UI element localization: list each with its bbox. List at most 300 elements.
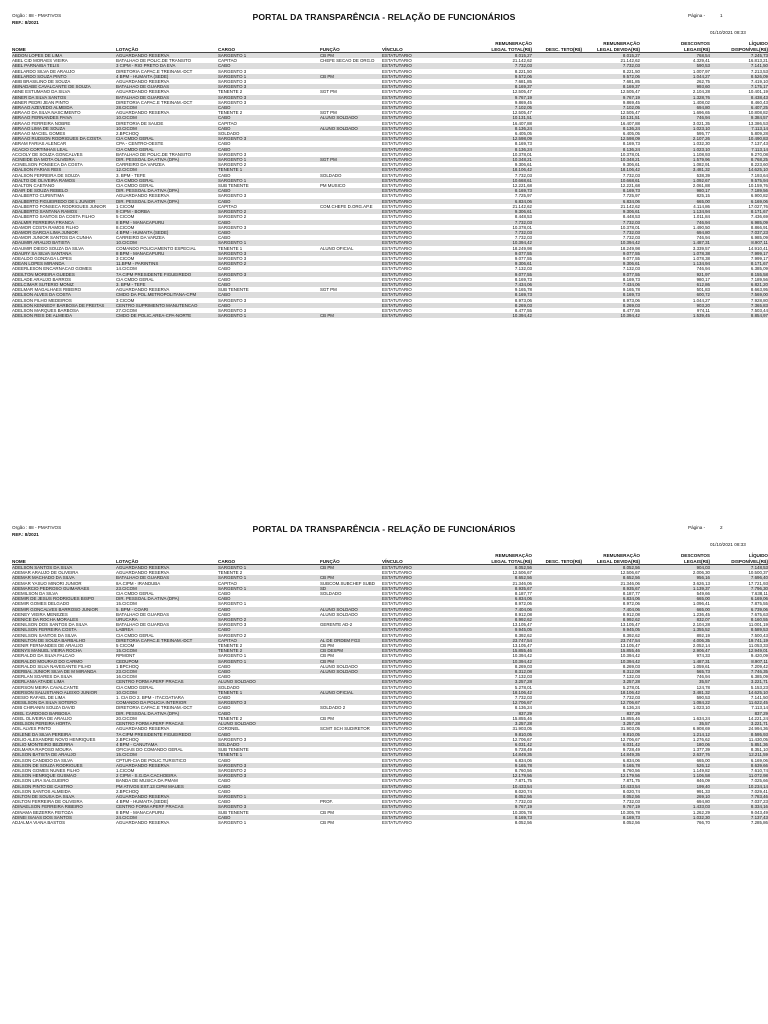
col-remuneracao-legal-cell: 8.052,56 (474, 565, 532, 570)
col-lotacao-cell: DIRETORIA DE SAUDE (116, 120, 164, 126)
col-lotacao-cell: BATALHAO DE GUARDAS (116, 95, 218, 100)
col-cargo-cell: CABO (218, 815, 320, 820)
col-remuneracao-legal-cell: 8.136,24 (474, 126, 532, 131)
col-remuneracao-legal-cell: 9.767,19 (474, 804, 532, 809)
col-liquido-cell: 8.460,43 (750, 99, 768, 105)
col-liquido-cell: 11.072,98 (710, 773, 768, 778)
col-descontos-cell: 1.433,03 (640, 804, 710, 809)
col-nome-cell: ADENEY VIEIRA MENEZES (12, 611, 68, 617)
col-lotacao-cell: 1 CICOM (116, 203, 135, 209)
col-cargo-cell: SARGENTO 3 (218, 255, 247, 261)
col-descontos-cell: 6.908,69 (692, 726, 710, 732)
col-nome-cell: ABRAAO RUDSON RODRIGUES DA COSTA (12, 136, 116, 141)
col-lotacao-cell: OFICIAIS DO COMANDO GERAL (116, 747, 183, 753)
col-liquido-cell: 8.160,55 (710, 617, 768, 622)
col-vinculo-cell: ESTATUTARIO (382, 251, 474, 256)
col-liquido-cell: 6.385,09 (750, 266, 768, 272)
col-remuneracao-devida-cell: 31.903,05 (620, 726, 640, 732)
col-descontos-cell: 3.481,32 (640, 167, 710, 172)
col-nome-cell: ABNER PEDRI JEAN PINTO (12, 99, 69, 105)
col-vinculo-cell: ESTATUTARIO (382, 711, 474, 716)
col-liquido-cell: 7.569,00 (710, 292, 768, 297)
col-remuneracao-devida-cell: 10.348,21 (582, 157, 640, 162)
col-remuneracao-devida-cell: 9.869,45 (622, 99, 640, 105)
col-remuneracao-legal-cell: 7.725,97 (514, 193, 532, 199)
col-remuneracao-legal-cell: 7.732,03 (514, 172, 532, 178)
col-descontos-cell: 3.626,13 (692, 580, 710, 586)
col-lotacao-cell: CIA CMDO GERAL (116, 591, 154, 597)
col-lotacao-cell: DIRETORIA CAPAC.E TREINAM.-DCT (116, 99, 193, 105)
col-vinculo-cell: ESTATUTARIO (382, 199, 474, 204)
col-nome-cell: ADELSON KENNEDY BARBOSA DE FREITAS (12, 303, 116, 308)
col-cargo-cell: TENENTE 2 (218, 648, 320, 653)
col-funcao-cell: CB PM (320, 819, 334, 825)
col-remuneracao-legal-cell: 6.834,06 (474, 596, 532, 601)
col-remuneracao-devida-cell: 7.732,03 (622, 799, 640, 805)
col-vinculo-cell: ESTATUTARIO (382, 131, 412, 137)
col-remuneracao-devida-cell: 8.652,56 (582, 575, 640, 580)
col-lotacao-cell: DIRETORIA CAPAC.E TREINAM.-DCT (116, 705, 193, 711)
col-descontos-cell: 665,00 (696, 757, 710, 763)
col-nome-cell: ADALTON CAETANO (12, 183, 55, 189)
col-remuneracao-devida-cell: 10.131,51 (582, 115, 640, 120)
col-cargo-cell: SARGENTO 3 (218, 99, 247, 105)
col-descontos-cell: 2.104,28 (692, 89, 710, 95)
col-remuneracao-devida-cell: 8.052,56 (622, 819, 640, 825)
col-vinculo-cell: ESTATUTARIO (382, 632, 412, 638)
col-vinculo-cell: ESTATUTARIO (382, 794, 474, 799)
col-lotacao-cell: DIR. PESSOAL DA ATIVA (DPA) (116, 157, 218, 162)
col-lotacao-cell: 23.CICOM (116, 586, 218, 591)
col-lotacao-cell: 15.CICOM (116, 752, 218, 757)
report-page-2 (0, 512, 768, 1024)
table-row (12, 820, 768, 825)
col-remuneracao-devida-cell: 3.257,28 (582, 679, 640, 684)
col-remuneracao-devida-cell: 9.945,05 (582, 627, 640, 632)
col-nome-cell: ADAUMIR ARAUJO BATISTA (12, 240, 116, 245)
col-vinculo-cell: ESTATUTARIO (382, 157, 474, 162)
col-nome-cell: ADILIO ALEXANDRE NOVO HENRIQUES (12, 736, 96, 742)
column-header-row (0, 40, 768, 52)
col-cargo-cell: CAPITAO (218, 120, 237, 126)
table-row (12, 313, 768, 318)
col-remuneracao-legal-cell: 10.668,61 (474, 178, 532, 183)
col-nome-cell: ADALBERTO FONSECA RODRIGUES JUNIOR (12, 203, 107, 209)
col-cargo-cell: CABO (218, 591, 231, 597)
col-liquido-cell: 10.159,76 (748, 183, 768, 189)
col-liquido-cell: 9.043,49 (750, 809, 768, 815)
col-remuneracao-legal-cell: 7.681,85 (514, 79, 532, 85)
col-liquido-cell: 7.365,83 (710, 303, 768, 308)
col-nome-cell: ADALBERTO SANTANA RAMOS (12, 209, 116, 214)
col-nome-cell: ADILSON DE SOUZA RODRIGUES (12, 763, 116, 768)
col-vinculo-cell: ESTATUTARIO (382, 292, 474, 297)
col-vinculo-cell: ESTATUTARIO (382, 188, 474, 193)
col-liquido-cell: 7.796,30 (710, 586, 768, 591)
col-nome-cell: ABEL PARNAIBA TELIS (12, 63, 116, 68)
col-remuneracao-legal-cell: 16.407,88 (512, 120, 532, 126)
col-lotacao-cell: 9 CIPM - BORBA (116, 209, 218, 214)
col-vinculo-cell: ESTATUTARIO (382, 141, 412, 147)
col-remuneracao-legal-cell: 21.346,06 (512, 580, 532, 586)
col-remuneracao-legal-cell: 8.020,74 (514, 788, 532, 794)
col-remuneracao-devida-cell: 8.169,73 (622, 276, 640, 282)
col-vinculo-cell: ESTATUTARIO (382, 68, 412, 74)
col-remuneracao-legal-cell: 9.306,61 (474, 261, 532, 266)
col-liquido-cell: 12.211,59 (710, 752, 768, 757)
col-liquido-cell: 13.386,53 (748, 120, 768, 126)
col-vinculo-cell: ESTATUTARIO (382, 819, 412, 825)
col-cargo-cell: SARGENTO 3 (218, 272, 320, 277)
col-remuneracao-devida-cell: 18.249,98 (620, 245, 640, 251)
col-remuneracao-legal-cell: 7.132,03 (514, 674, 532, 680)
col-lotacao-cell: RPMONT (116, 653, 136, 659)
col-vinculo-cell: ESTATUTARIO (382, 203, 412, 209)
col-nome-cell: ADILSON BATISTA DE ARAUJO (12, 752, 116, 757)
col-lotacao-cell: PM ATIVOS EXT.13 CIPM MAUES (116, 784, 218, 789)
col-lotacao-cell: BANDA DE MUSICA DA PMAM (116, 778, 178, 784)
col-lotacao-cell: CPTUR-CIA DE POLIC.TURISTICO (116, 757, 187, 763)
col-remuneracao-legal-cell: 8.015,27 (474, 53, 532, 58)
header-line: REMUNERAÇÃO (603, 41, 640, 47)
header-col-vinculo: VÍNCULO (382, 558, 403, 564)
col-remuneracao-devida-cell: 10.394,42 (620, 653, 640, 659)
col-lotacao-cell: DIRETORIA CAPAC.E TREINAM.-DCT (116, 638, 218, 643)
orgao-label: Orgão : 88 - PMATIVOS (12, 525, 62, 530)
col-remuneracao-legal-cell: 9.767,19 (474, 95, 532, 100)
col-remuneracao-devida-cell: 8.935,67 (582, 586, 640, 591)
col-desc-teto-cell (532, 313, 582, 318)
col-remuneracao-legal-cell: 7.404,06 (474, 607, 532, 612)
col-nome-cell: ABEL CID MORAES VIEIRA (12, 58, 68, 64)
col-funcao-cell: CB PM (320, 659, 382, 664)
col-cargo-cell: SARGENTO 3 (218, 151, 247, 157)
col-remuneracao-legal-cell: 9.165,78 (514, 287, 532, 293)
col-remuneracao-legal-cell: 7.732,03 (514, 799, 532, 805)
col-cargo-cell: SARGENTO 3 (218, 307, 247, 313)
col-lotacao-cell: 3 CICOM (116, 297, 135, 303)
col-vinculo-cell: ESTATUTARIO (382, 767, 412, 773)
col-nome-cell: ADINEI ISAIAS DOS SANTOS (12, 815, 116, 820)
col-funcao-cell: SGT PM (320, 110, 337, 116)
col-remuneracao-devida-cell: 8.448,53 (622, 214, 640, 220)
col-descontos-cell: 746,94 (640, 220, 710, 225)
col-vinculo-cell: ESTATUTARIO (382, 586, 474, 591)
col-cargo-cell: SUB TENENTE (218, 183, 249, 189)
col-remuneracao-legal-cell: 12.506,67 (512, 570, 532, 576)
col-lotacao-cell: CARREIRO DA VARZEA (116, 162, 165, 168)
ref-label: REF.: 8/2021 (12, 532, 39, 537)
col-remuneracao-legal-cell: 8.169,73 (474, 815, 532, 820)
pagina-number: 2 (720, 525, 723, 530)
col-remuneracao-devida-cell: 9.077,55 (622, 255, 640, 261)
col-funcao-cell: GERENTE AD-2 (320, 622, 353, 628)
col-descontos-cell: 2.104,28 (692, 622, 710, 628)
col-cargo-cell: SUB TENENTE (218, 287, 249, 293)
col-nome-cell: ACINEIDE DA MOTA OLIVEIRA (12, 157, 116, 162)
col-nome-cell: ADJALMA VIANA BASTOS (12, 819, 66, 825)
col-nome-cell: ADIEL CARDOSO BARBOSA (12, 711, 116, 716)
col-lotacao-cell: 15.CICOM (116, 601, 137, 607)
col-remuneracao-legal-cell: 9.077,55 (514, 255, 532, 261)
col-lotacao-cell: AGUARDANDO RESERVA (116, 726, 170, 732)
col-cargo-cell: SARGENTO 2 (218, 214, 247, 220)
col-remuneracao-legal-cell: 10.348,21 (474, 157, 532, 162)
col-liquido-cell: 8.351,10 (750, 747, 768, 753)
col-liquido-cell: 7.875,55 (750, 601, 768, 607)
col-remuneracao-legal-cell: 7.732,03 (474, 230, 532, 235)
employee-table (12, 565, 768, 825)
col-remuneracao-devida-cell: 8.169,73 (582, 188, 640, 193)
col-remuneracao-devida-cell: 13.105,47 (620, 643, 640, 649)
col-remuneracao-devida-cell: 10.433,54 (582, 784, 640, 789)
col-descontos-cell: 665,00 (640, 607, 710, 612)
col-remuneracao-legal-cell: 8.448,53 (514, 214, 532, 220)
col-remuneracao-devida-cell: 18.106,42 (582, 167, 640, 172)
col-cargo-cell: SOLDADO (218, 742, 320, 747)
header-col-remuneracao-devida (582, 41, 640, 52)
col-remuneracao-devida-cell: 8.136,24 (622, 705, 640, 711)
col-remuneracao-devida-cell: 9.077,55 (582, 251, 640, 256)
col-remuneracao-devida-cell: 8.992,62 (582, 617, 640, 622)
col-remuneracao-legal-cell: 10.394,42 (474, 659, 532, 664)
col-lotacao-cell: 2.BPCHOQ (116, 131, 139, 137)
header-line: LEGAL DEVIDA(R$) (596, 558, 640, 564)
col-remuneracao-devida-cell: 12.706,67 (582, 700, 640, 705)
col-remuneracao-devida-cell: 3.257,28 (582, 721, 640, 726)
col-descontos-cell: 199,40 (640, 784, 710, 789)
col-remuneracao-devida-cell: 16.407,88 (620, 120, 640, 126)
col-remuneracao-legal-cell: 8.221,50 (514, 68, 532, 74)
col-remuneracao-devida-cell: 7.725,97 (622, 193, 640, 199)
col-remuneracao-devida-cell: 8.020,74 (622, 788, 640, 794)
header-line: LEGAIS(R$) (683, 46, 710, 52)
col-descontos-cell: 980,17 (696, 276, 710, 282)
col-vinculo-cell: ESTATUTARIO (382, 235, 412, 241)
col-vinculo-cell: ESTATUTARIO (382, 669, 474, 674)
col-nome-cell: ADEMARCIO PEDROSO GUIMARAES (12, 586, 116, 591)
col-lotacao-cell: 16.CICOM (116, 674, 137, 680)
col-descontos-cell: 665,00 (640, 199, 710, 204)
col-descontos-cell: 768,54 (640, 53, 710, 58)
col-remuneracao-legal-cell: 13.105,47 (512, 643, 532, 649)
ref-label: REF.: 8/2021 (12, 20, 39, 25)
col-descontos-cell: 4.329,41 (692, 58, 710, 64)
col-remuneracao-devida-cell: 8.136,24 (582, 147, 640, 152)
col-nome-cell: ADAIR DE SOUZA REBELO (12, 188, 116, 193)
col-vinculo-cell: ESTATUTARIO (382, 162, 412, 168)
col-nome-cell: ABDON LOPES DE LIMA (12, 53, 116, 58)
col-remuneracao-devida-cell: 7.732,03 (582, 230, 640, 235)
col-lotacao-cell: AGUARDANDO RESERVA (116, 565, 218, 570)
col-cargo-cell: SARGENTO 3 (218, 68, 247, 74)
col-lotacao-cell: 10.CICOM (116, 690, 218, 695)
col-lotacao-cell: 2.BPCHOQ (116, 788, 139, 794)
col-cargo-cell: CAPITAO (218, 203, 237, 209)
col-liquido-cell: 6.739,06 (710, 607, 768, 612)
col-liquido-cell: 7.113,14 (710, 147, 768, 152)
col-nome-cell: ADALBERTO SANTOS DA COSTA FILHO (12, 214, 95, 220)
col-vinculo-cell: ESTATUTARIO (382, 809, 412, 815)
col-liquido-cell: 6.169,06 (710, 596, 768, 601)
col-liquido-cell: 7.503,44 (750, 307, 768, 313)
col-funcao-cell: SUBCOM.SUBCHEF SUBD (320, 580, 375, 586)
col-nome-cell: ADELSON REIS DE ALMEIDA (12, 313, 116, 318)
col-cargo-cell: SARGENTO 3 (218, 297, 247, 303)
col-funcao-cell: SD (320, 586, 382, 591)
col-descontos-cell: 1.023,10 (692, 705, 710, 711)
col-remuneracao-legal-cell: 8.169,73 (474, 292, 532, 297)
col-remuneracao-devida-cell: 10.394,42 (582, 313, 640, 318)
col-remuneracao-devida-cell: 14.849,35 (582, 752, 640, 757)
report-title: PORTAL DA TRANSPARÊNCIA - RELAÇÃO DE FUNCIONÁRIOS (252, 12, 516, 22)
header-col-descontos (640, 553, 710, 564)
col-lotacao-cell: 27.CICOM (116, 307, 137, 313)
col-descontos-cell: 3.339,57 (692, 245, 710, 251)
col-vinculo-cell: ESTATUTARIO (382, 679, 474, 684)
col-descontos-cell: 956,16 (640, 575, 710, 580)
col-vinculo-cell: ESTATUTARIO (382, 663, 412, 669)
col-cargo-cell: SOLDADO (218, 684, 240, 690)
col-remuneracao-devida-cell: 9.810,05 (582, 732, 640, 737)
col-cargo-cell: TENENTE 2 (218, 110, 243, 116)
col-cargo-cell: SARGENTO 2 (218, 261, 320, 266)
col-remuneracao-legal-cell: 7.132,03 (514, 266, 532, 272)
col-cargo-cell: CABO (218, 303, 320, 308)
col-descontos-cell: 993,60 (640, 84, 710, 89)
col-remuneracao-legal-cell: 6.834,06 (474, 199, 532, 204)
col-remuneracao-devida-cell: 8.169,73 (582, 292, 640, 297)
col-remuneracao-devida-cell: 21.346,06 (620, 580, 640, 586)
col-vinculo-cell: ESTATUTARIO (382, 84, 474, 89)
col-cargo-cell: CABO (218, 732, 320, 737)
col-liquido-cell: 7.025,66 (750, 778, 768, 784)
col-cargo-cell: CABO (218, 282, 320, 287)
col-liquido-cell: 14.221,24 (748, 715, 768, 721)
col-nome-cell: ABELARDO SILVA DE ARAUJO (12, 68, 75, 74)
col-lotacao-cell: 1.CICOM (116, 767, 135, 773)
col-vinculo-cell: ESTATUTARIO (382, 736, 412, 742)
col-cargo-cell: CABO (218, 292, 320, 297)
col-vinculo-cell: ESTATUTARIO (382, 763, 474, 768)
col-vinculo-cell: ESTATUTARIO (382, 282, 474, 287)
col-remuneracao-legal-cell: 8.052,56 (514, 819, 532, 825)
col-remuneracao-devida-cell: 9.165,78 (622, 287, 640, 293)
col-remuneracao-legal-cell: 5.278,01 (514, 684, 532, 690)
col-vinculo-cell: ESTATUTARIO (382, 622, 412, 628)
col-nome-cell: ADIB CHIRANIN SOUZA DAVID (12, 705, 76, 711)
col-liquido-cell: 7.999,17 (750, 255, 768, 261)
header-line: LEGAL TOTAL(R$) (491, 558, 532, 564)
col-remuneracao-legal-cell: 9.306,61 (474, 209, 532, 214)
col-nome-cell: ADEMIR DE JESUS RODRIGUES BISPO (12, 596, 116, 601)
col-descontos-cell: 766,70 (696, 819, 710, 825)
col-cargo-cell: SARGENTO 1 (218, 565, 320, 570)
col-lotacao-cell: 10.CICOM (116, 126, 218, 131)
col-remuneracao-legal-cell: 9.945,05 (474, 627, 532, 632)
col-remuneracao-legal-cell: 10.378,01 (512, 151, 532, 157)
col-cargo-cell: CABO (218, 115, 320, 120)
col-lotacao-cell: 4 BPM - CANUTAMA (116, 742, 218, 747)
col-liquido-cell: 7.113,14 (710, 126, 768, 131)
col-remuneracao-legal-cell: 3.257,28 (474, 721, 532, 726)
col-nome-cell: ADILMARA RAPOSO MOURA (12, 747, 72, 753)
col-cargo-cell: CAPITAO (218, 58, 237, 64)
col-liquido-cell: 7.037,23 (750, 799, 768, 805)
col-vinculo-cell: ESTATUTARIO (382, 287, 412, 293)
col-remuneracao-legal-cell: 7.732,03 (514, 695, 532, 701)
col-nome-cell: ADIEL OLIVEIRA DE ARAUJO (12, 715, 72, 721)
col-remuneracao-legal-cell: 8.912,08 (514, 611, 532, 617)
col-remuneracao-devida-cell: 8.912,08 (622, 611, 640, 617)
col-liquido-cell: 11.053,33 (748, 643, 768, 649)
col-vinculo-cell: ESTATUTARIO (382, 58, 412, 64)
col-lotacao-cell: 15.CICOM (116, 648, 218, 653)
col-remuneracao-devida-cell: 8.973,06 (622, 297, 640, 303)
col-lotacao-cell: CENTRO FORM APERF PRACAS (116, 679, 218, 684)
col-remuneracao-devida-cell: 7.732,03 (582, 220, 640, 225)
col-lotacao-cell: 10.CICOM (116, 115, 218, 120)
header-col-desc-teto: DESC. TETO(R$) (545, 558, 582, 564)
col-liquido-cell: 7.189,56 (750, 276, 768, 282)
col-descontos-cell: 1.149,82 (692, 767, 710, 773)
col-liquido-cell: 6.821,20 (710, 282, 768, 287)
col-remuneracao-devida-cell: 12.598,09 (582, 136, 640, 141)
col-liquido-cell: 9.270,08 (750, 151, 768, 157)
col-remuneracao-devida-cell: 7.871,75 (622, 778, 640, 784)
col-lotacao-cell: 5 CICOM (116, 214, 135, 220)
col-descontos-cell: 694,80 (696, 799, 710, 805)
col-funcao-cell: ALUNO SOLDADO (320, 115, 382, 120)
col-liquido-cell: 7.175,17 (710, 84, 768, 89)
col-remuneracao-devida-cell: 10.378,01 (620, 151, 640, 157)
col-liquido-cell: 14.625,10 (710, 167, 768, 172)
col-liquido-cell: 6.169,06 (750, 757, 768, 763)
col-remuneracao-legal-cell: 10.394,42 (474, 240, 532, 245)
col-funcao-cell: CB PM (320, 575, 382, 580)
report-title: PORTAL DA TRANSPARÊNCIA - RELAÇÃO DE FUNCIONÁRIOS (252, 524, 516, 534)
orgao-label: Orgão : 88 - PMATIVOS (12, 13, 62, 18)
col-nome-cell: ADENILSON SANTOS DA SILVA (12, 632, 77, 638)
col-descontos-cell: 1.634,24 (692, 715, 710, 721)
header-col-nome: NOME (12, 46, 26, 52)
col-remuneracao-devida-cell: 8.221,50 (622, 68, 640, 74)
col-lotacao-cell: COMANDO POLICIAMENTO ESPECIAL (116, 245, 196, 251)
col-remuneracao-legal-cell: 8.312,08 (474, 669, 532, 674)
col-vinculo-cell: ESTATUTARIO (382, 575, 474, 580)
col-liquido-cell: 8.171,67 (710, 261, 768, 266)
col-cargo-cell: SARGENTO 1 (218, 586, 320, 591)
col-vinculo-cell: ESTATUTARIO (382, 105, 474, 110)
col-descontos-cell: 2.052,14 (692, 643, 710, 649)
col-funcao-cell: PM MUSICO (320, 183, 346, 189)
header-line: REMUNERAÇÃO (495, 41, 532, 47)
col-nome-cell: ADAMOR JUNIOR SANTOS DA CUNHA (12, 235, 92, 241)
col-liquido-cell: 10.490,83 (710, 136, 768, 141)
col-nome-cell: ACCIOLY DE SOUZA GONCALVES (12, 151, 83, 157)
col-cargo-cell: CABO (218, 757, 231, 763)
col-cargo-cell: CABO (218, 63, 320, 68)
col-vinculo-cell: ESTATUTARIO (382, 147, 474, 152)
col-nome-cell: ADILTON DE SOUSA DA SILVA (12, 794, 116, 799)
col-lotacao-cell: DIR. PESSOAL DA ATIVA (DPA) (116, 711, 218, 716)
col-liquido-cell: 14.910,41 (748, 245, 768, 251)
col-remuneracao-legal-cell: 8.392,62 (514, 632, 532, 638)
col-liquido-cell: 7.189,56 (710, 188, 768, 193)
col-liquido-cell: 7.037,23 (710, 230, 768, 235)
col-funcao-cell: CB PM (320, 74, 382, 79)
col-cargo-cell: CABO (218, 784, 320, 789)
